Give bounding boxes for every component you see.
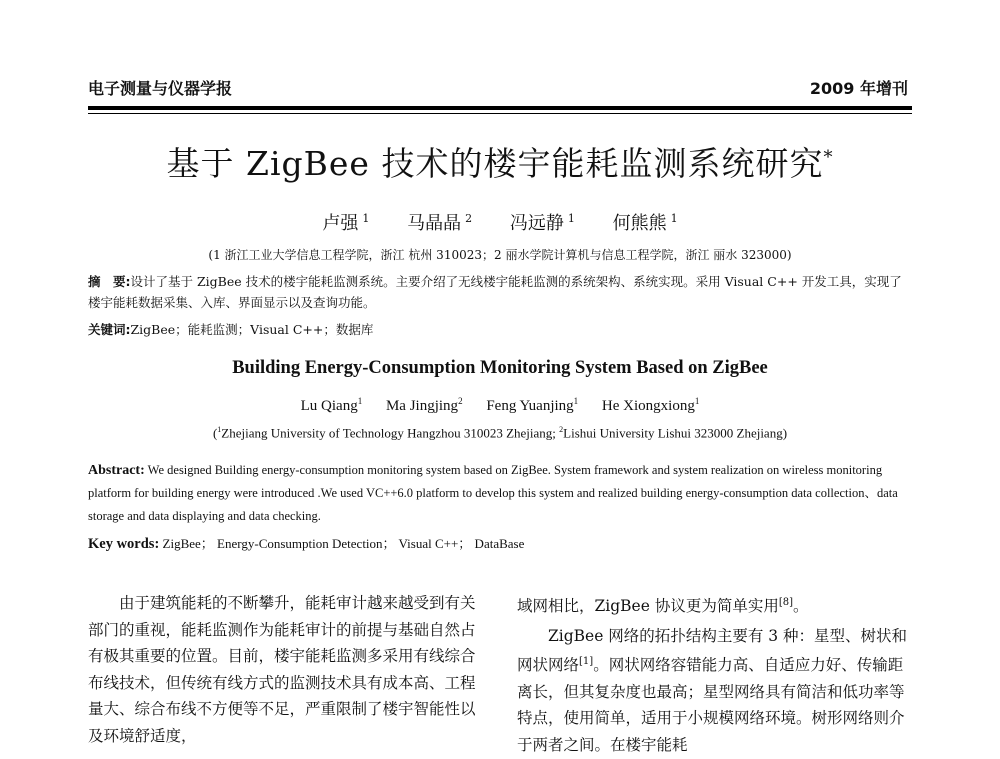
author-en-sup: 1 bbox=[357, 396, 363, 406]
author-en bbox=[386, 398, 463, 414]
body-right-p1-end: 。 bbox=[793, 597, 809, 616]
author-en-sup: 1 bbox=[694, 396, 700, 406]
abstract-english bbox=[88, 459, 912, 528]
author-cn-name: 卢强 bbox=[322, 213, 359, 234]
body-right-paragraph-1 bbox=[517, 590, 917, 620]
body-right-p1-text: 域网相比，ZigBee 协议更为简单实用 bbox=[517, 597, 779, 616]
author-en-sup: 1 bbox=[573, 396, 579, 406]
author-cn bbox=[613, 213, 678, 234]
abstract-chinese bbox=[88, 271, 912, 313]
body-column-right bbox=[517, 590, 917, 758]
body-column-left bbox=[88, 590, 488, 749]
author-en bbox=[301, 398, 363, 414]
journal-name: 电子测量与仪器学报 bbox=[88, 79, 233, 98]
author-cn-name: 马晶晶 bbox=[407, 213, 462, 234]
author-cn bbox=[322, 213, 369, 234]
author-cn-sup: 2 bbox=[465, 212, 473, 225]
author-cn-name: 冯远静 bbox=[509, 213, 564, 234]
body-right-p2a: ZigBee 网络的拓扑结构主要有 3 种：星型、树状和网状网络 bbox=[517, 626, 908, 675]
abstract-en-label: Abstract: bbox=[88, 463, 145, 478]
abstract-en-text: We designed Building energy-consumption monitoring system based on ZigBee. System framework and system realization on wireless monitoring platform for building energy were introduced .We used VC++6.0 platform to develop this system and realized building energy-consumption data collection、data storage and data displaying and data checking. bbox=[88, 463, 898, 523]
body-right-p2b: 。网状网络容错能力高、自适应力好、传输距离长，但其复杂度也最高；星型网络具有简洁和低功率等特点，使用简单，适用于小规模网络环境。树形网络则介于两者之间。在楼宇能耗 bbox=[517, 656, 905, 754]
author-en-sup: 2 bbox=[458, 396, 463, 406]
header-rule-thin bbox=[88, 113, 912, 114]
author-en bbox=[602, 398, 699, 414]
citation-ref: [1] bbox=[579, 656, 594, 668]
keywords-cn-label: 关键词: bbox=[88, 322, 131, 337]
author-en-name: Ma Jingjing bbox=[385, 398, 459, 414]
author-en-name: Lu Qiang bbox=[300, 398, 358, 414]
author-cn-sup: 1 bbox=[567, 212, 575, 225]
body-left-paragraph: 由于建筑能耗的不断攀升，能耗审计越来越受到有关部门的重视，能耗监测作为能耗审计的前提与基础自然占有极其重要的位置。目前，楼宇能耗监测多采用有线综合布线技术，但传统有线方式的监测技术具有成本高、工程量大、综合布线不方便等不足，严重限制了楼宇智能性以及环境舒适度， bbox=[88, 594, 476, 745]
authors-english bbox=[0, 396, 1000, 415]
author-cn bbox=[510, 213, 575, 234]
affil-en-sup2: 2 bbox=[559, 425, 564, 434]
author-cn-name: 何熊熊 bbox=[612, 213, 667, 234]
keywords-english bbox=[88, 533, 912, 555]
affiliation-chinese: (1 浙江工业大学信息工程学院，浙江 杭州 310023；2 丽水学院计算机与信息工程学院，浙江 丽水 323000) bbox=[208, 248, 792, 262]
issue-label: 2009 年增刊 bbox=[809, 79, 908, 98]
title-chinese bbox=[0, 138, 1000, 185]
author-en bbox=[486, 398, 578, 414]
keywords-chinese bbox=[88, 319, 912, 340]
abstract-cn-text: 设计了基于 ZigBee 技术的楼宇能耗监测系统。主要介绍了无线楼宇能耗监测的系统架构、系统实现。采用 Visual C++ 开发工具，实现了楼宇能耗数据采集、入库、界面显示以及查询功能。 bbox=[88, 274, 902, 310]
affil-en-sup1: 1 bbox=[217, 425, 222, 434]
abstract-cn-label: 摘 要: bbox=[88, 274, 131, 289]
keywords-en-label: Key words: bbox=[88, 536, 160, 552]
authors-chinese bbox=[0, 209, 1000, 235]
author-cn-sup: 1 bbox=[670, 212, 678, 225]
body-right-paragraph-2 bbox=[517, 623, 917, 759]
keywords-cn-text: ZigBee；能耗监测；Visual C++；数据库 bbox=[130, 322, 374, 337]
affiliation-english: ($^1$Zhejiang University of Technology Hangzhou 310023 Zhejiang; $^2$Lishui University Lishui 323000 Zhejiang) bbox=[212, 425, 788, 441]
header-rule-thick bbox=[88, 106, 912, 110]
author-en-name: He Xiongxiong bbox=[601, 398, 695, 414]
keywords-en-text: ZigBee； Energy-Consumption Detection； Visual C++； DataBase bbox=[162, 536, 525, 551]
title-footnote-mark: * bbox=[823, 147, 834, 168]
title-chinese-text: 基于 ZigBee 技术的楼宇能耗监测系统研究 bbox=[166, 144, 824, 183]
affil-en-part1: Zhejiang University of Technology Hangzhou 310023 Zhejiang; bbox=[221, 425, 560, 441]
author-cn-sup: 1 bbox=[362, 212, 370, 225]
author-en-name: Feng Yuanjing bbox=[486, 398, 574, 414]
author-cn bbox=[407, 213, 472, 234]
title-english: Building Energy-Consumption Monitoring System Based on ZigBee bbox=[232, 358, 768, 378]
citation-ref: [8] bbox=[778, 597, 793, 608]
affil-en-part2: Lishui University Lishui 323000 Zhejiang) bbox=[563, 425, 788, 441]
